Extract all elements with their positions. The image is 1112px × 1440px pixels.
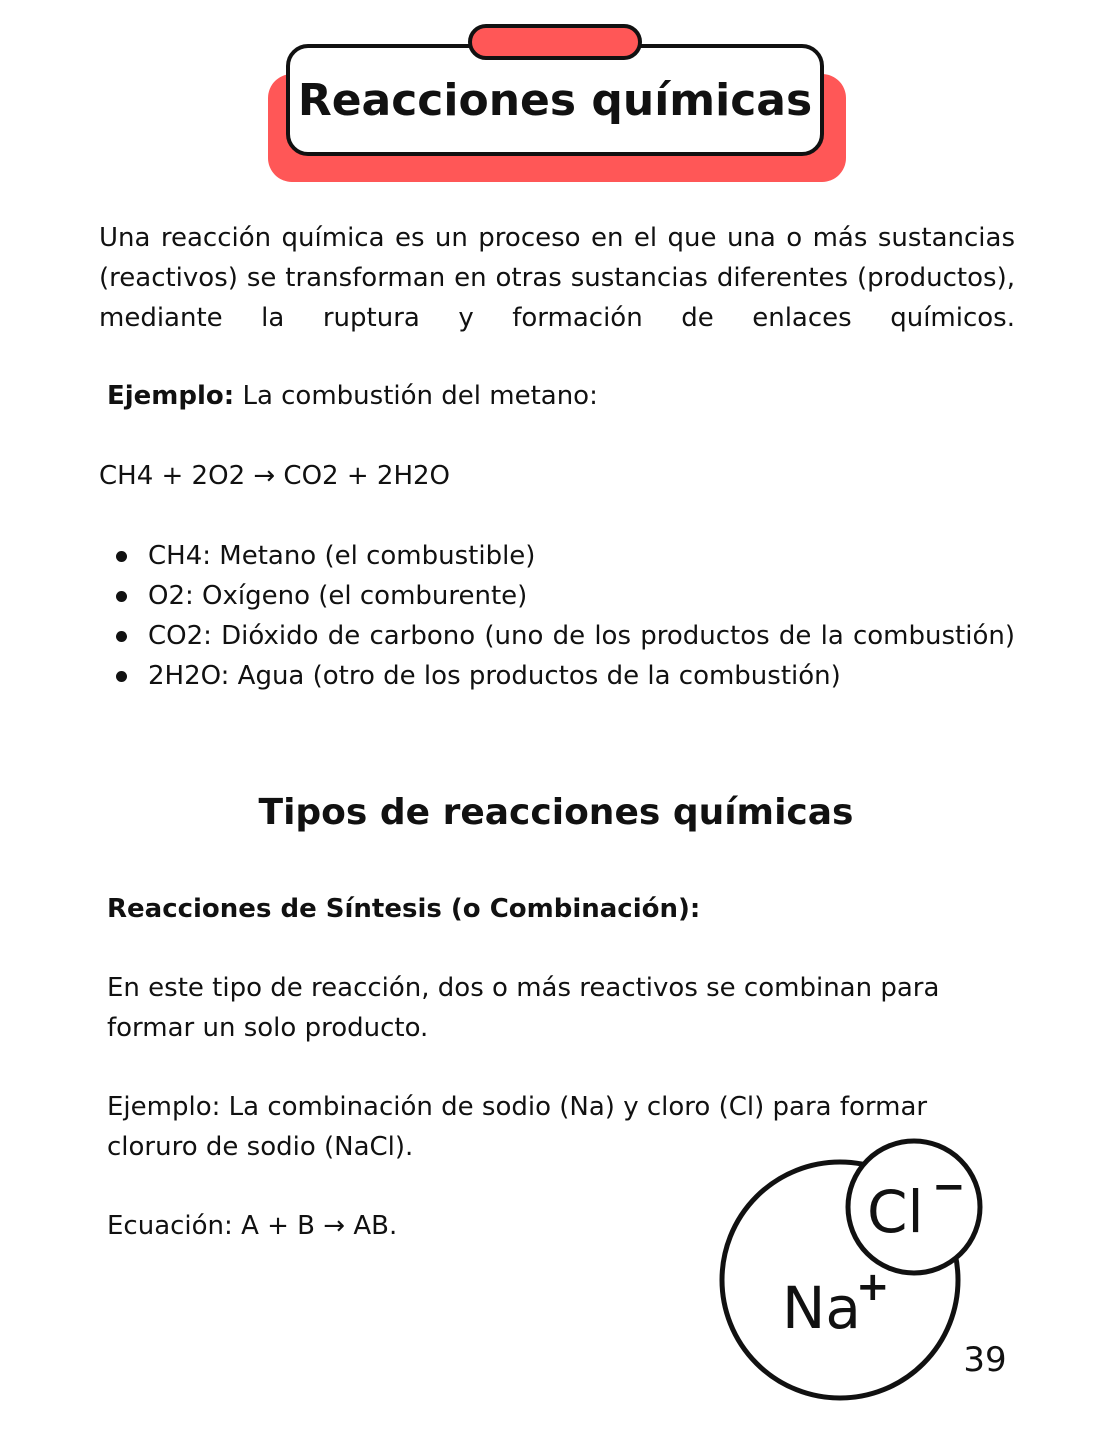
synthesis-example: Ejemplo: La combinación de sodio (Na) y cloro (Cl) para formar cloruro de sodio (NaCl).	[107, 1092, 928, 1162]
sodium-label: Na	[782, 1274, 861, 1342]
page-title: Reacciones químicas	[297, 74, 813, 126]
section-title: Tipos de reacciones químicas	[258, 792, 854, 833]
sodium-charge: +	[856, 1264, 890, 1310]
example-text: La combustión del metano:	[234, 381, 598, 411]
combustion-equation: CH4 + 2O2 → CO2 + 2H2O	[99, 461, 450, 491]
list-item: CH4: Metano (el combustible)	[112, 536, 1015, 576]
page-number: 39	[963, 1340, 1007, 1380]
compound-list	[112, 536, 1015, 696]
title-box	[286, 44, 824, 156]
list-item-text: CO2: Dióxido de carbono (uno de los productos de la combustión)	[148, 621, 1015, 651]
title-tab-decoration	[468, 24, 642, 60]
example-label: Ejemplo:	[107, 381, 235, 411]
chloride-charge: −	[932, 1164, 966, 1210]
list-item: 2H2O: Agua (otro de los productos de la combustión)	[112, 656, 1015, 696]
synthesis-description: En este tipo de reacción, dos o más reactivos se combinan para formar un solo producto.	[107, 973, 940, 1043]
list-item: O2: Oxígeno (el comburente)	[112, 576, 1015, 616]
list-item	[112, 616, 1015, 656]
intro-paragraph: Una reacción química es un proceso en el que una o más sustancias (reactivos) se transforman en otras sustancias diferentes (productos), mediante la ruptura y formación de enlaces químicos.	[99, 223, 1015, 333]
chloride-label: Cl	[867, 1178, 924, 1246]
synthesis-heading: Reacciones de Síntesis (o Combinación):	[107, 894, 701, 924]
synthesis-equation: Ecuación: A + B → AB.	[107, 1211, 398, 1241]
example-line	[107, 376, 1007, 416]
title-banner	[268, 24, 848, 184]
